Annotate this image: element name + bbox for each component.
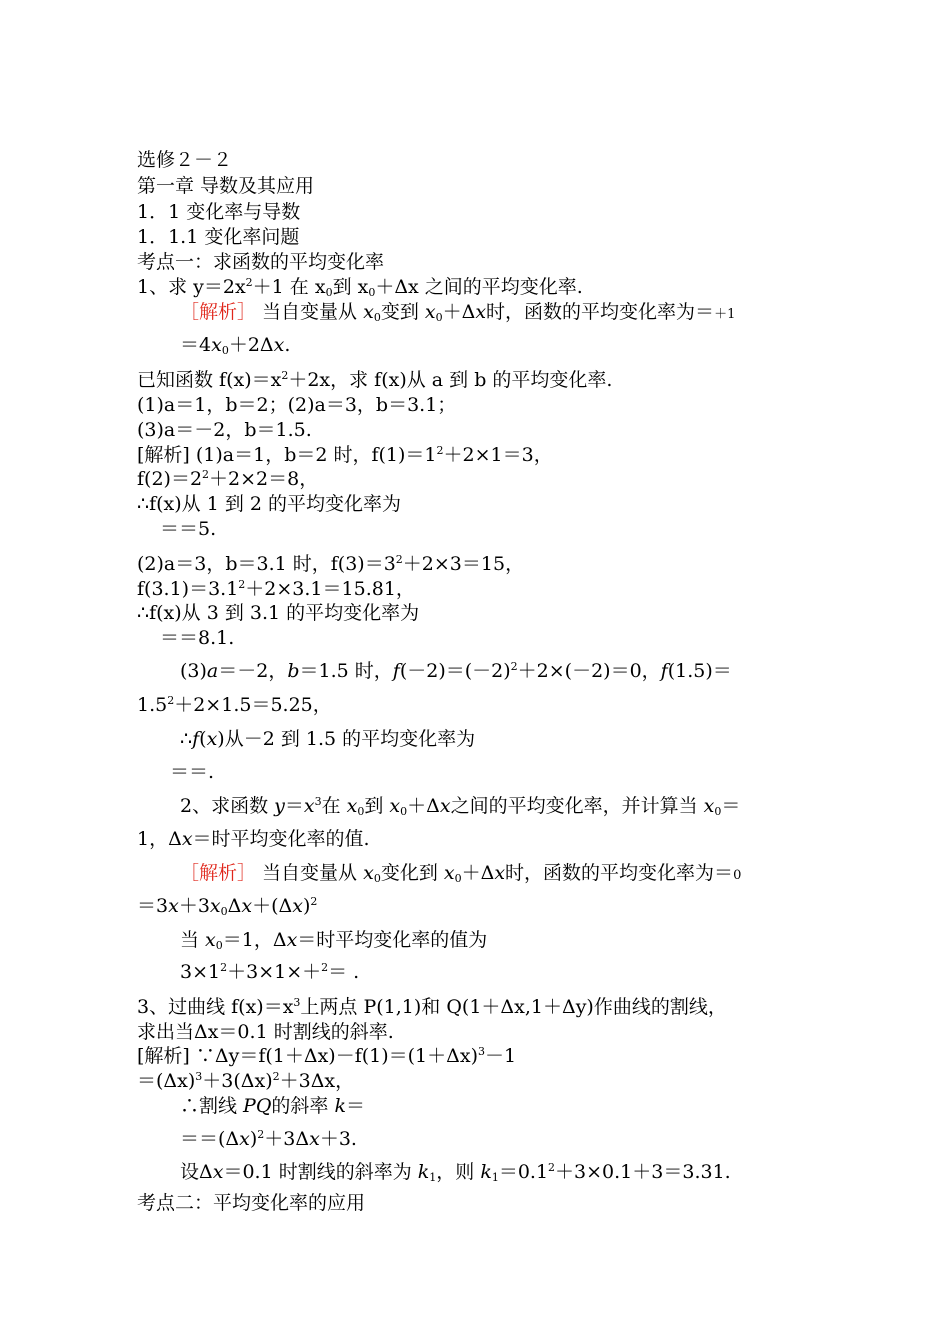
example-solution-line9: (3)a＝－2，b＝1.5 时，$f(-2)=(-2)^2+2\times(-2)=0$，f(1.5)＝ bbox=[180, 660, 732, 682]
q2-solution-line1: ［解析］ 当自变量从 $x_0$变化到 $x_0+\Delta x$时，函数的平均变化率为＝0 bbox=[180, 862, 742, 885]
example-statement: 已知函数 $f(x)=x^2+2x$，求 f(x)从 a 到 b 的平均变化率. bbox=[137, 369, 613, 391]
q2-solution-line3: 当 $x_0=1$，Δx＝时平均变化率的值为 bbox=[180, 929, 488, 952]
point1-heading: 考点一：求函数的平均变化率 bbox=[137, 251, 385, 273]
example-solution-line6: $f(3.1)=3.1^2+2\times 3.1=15.81$， bbox=[137, 578, 415, 600]
chapter-heading: 第一章 导数及其应用 bbox=[137, 175, 315, 197]
q2-solution-line2: $=3x+3x_0\Delta x+(\Delta x)^2$ bbox=[137, 895, 318, 918]
solution-tag: ［解析］ bbox=[180, 301, 257, 323]
example-solution-line8: ＝＝8.1. bbox=[160, 627, 235, 649]
subsection-heading: 1．1.1 变化率问题 bbox=[137, 226, 300, 248]
q1-solution-line1: ［解析］ 当自变量从 $x_0$变到 $x_0+\Delta x$时，函数的平均变化率为＝＋1 bbox=[180, 301, 736, 324]
example-solution-line12: ＝＝. bbox=[170, 761, 215, 783]
q3-solution-line5: 设Δx＝0.1 时割线的斜率为 $k_1$，则 $k_1=0.1^2+3\times 0.1+3=3.31$. bbox=[180, 1161, 731, 1184]
q3-solution-line3: ∴割线 PQ的斜率 k＝ bbox=[180, 1095, 365, 1117]
section-heading: 1．1 变化率与导数 bbox=[137, 201, 301, 223]
q2-statement-line2: 1，Δx＝时平均变化率的值. bbox=[137, 828, 370, 850]
example-solution-line11: ∴f(x)从－2 到 1.5 的平均变化率为 bbox=[180, 728, 476, 750]
course-heading: 选修２－２ bbox=[137, 149, 233, 171]
example-solution-line4: ＝＝5. bbox=[160, 518, 217, 540]
example-solution-line1: [解析] (1)a＝1，b＝2 时，$f(1)=1^2+2\times 1=3$， bbox=[137, 444, 553, 466]
q3-statement-line1: 3、过曲线 $f(x)=x^3$上两点 P(1,1)和 Q(1＋Δx,1＋Δy)作曲线的割线， bbox=[137, 996, 727, 1018]
solution-tag: ［解析］ bbox=[180, 862, 257, 884]
q3-statement-line2: 求出当Δx＝0.1 时割线的斜率. bbox=[137, 1021, 394, 1043]
example-solution-line5: (2)a＝3，b＝3.1 时，$f(3)=3^2+2\times 3=15$， bbox=[137, 553, 525, 575]
example-solution-line10: $1.5^2+2\times 1.5=5.25$， bbox=[137, 694, 332, 716]
example-solution-line2: $f(2)=2^2+2\times 2=8$， bbox=[137, 468, 319, 490]
point2-heading: 考点二：平均变化率的应用 bbox=[137, 1192, 366, 1214]
example-cases-line2: (3)a＝－2，b＝1.5. bbox=[137, 419, 312, 441]
q3-solution-line2: $=(\Delta x)^3+3(\Delta x)^2+3\Delta x$， bbox=[137, 1070, 355, 1092]
example-solution-line3: ∴f(x)从 1 到 2 的平均变化率为 bbox=[137, 493, 401, 515]
q2-solution-line4: $3\times 1^2+3\times 1\times+^2=$ . bbox=[180, 961, 360, 983]
example-cases-line1: (1)a＝1，b＝2；(2)a＝3，b＝3.1； bbox=[137, 394, 457, 416]
q1-solution-line2: $=4x_0+2\Delta x$. bbox=[180, 334, 291, 357]
q2-statement-line1: 2、求函数 $y=x^3$在 $x_0$到 $x_0+\Delta x$之间的平均变化率，并计算当 $x_0=$ bbox=[180, 795, 741, 818]
example-solution-line7: ∴f(x)从 3 到 3.1 的平均变化率为 bbox=[137, 602, 420, 624]
q3-solution-line4: $==(\Delta x)^2+3\Delta x+3$. bbox=[180, 1128, 357, 1150]
q1-statement: 1、求 $y=2x^2+1$ 在 $x_0$到 $x_0+\Delta x$ 之间的平均变化率. bbox=[137, 276, 583, 299]
q3-solution-line1: [解析] $\because\Delta y=f(1+\Delta x)-f(1)=(1+\Delta x)^3-1$ bbox=[137, 1045, 517, 1067]
